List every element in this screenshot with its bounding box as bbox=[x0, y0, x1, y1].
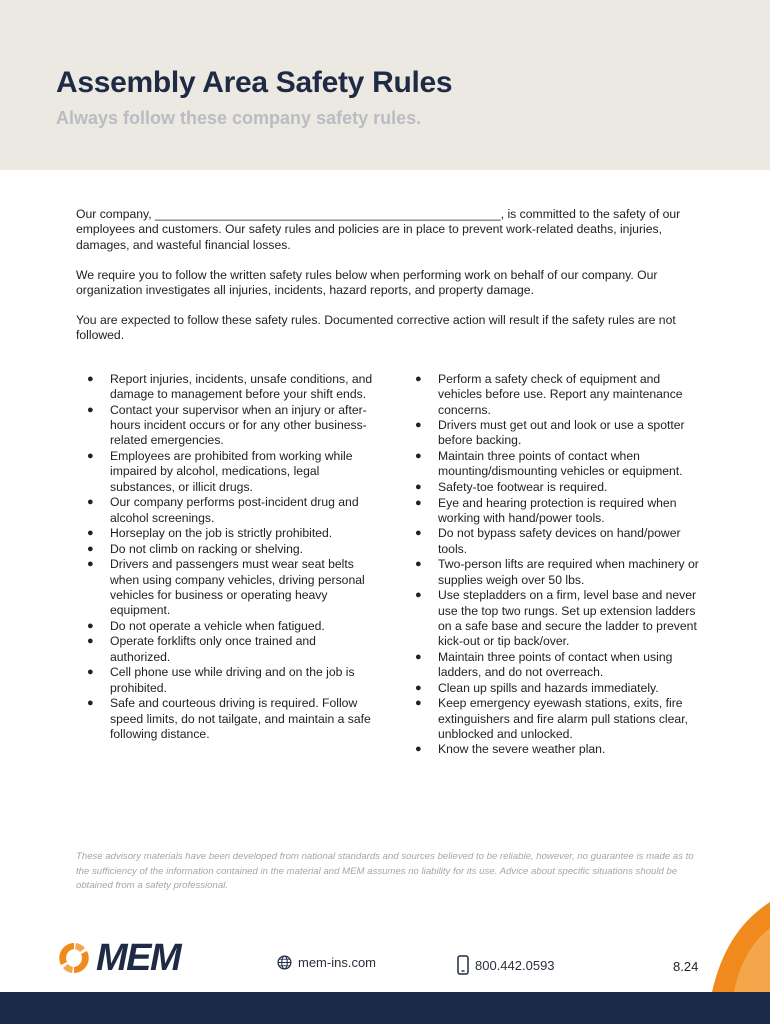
bullet-icon: ● bbox=[415, 373, 422, 385]
bullet-icon: ● bbox=[87, 403, 94, 416]
rule-item bbox=[76, 526, 376, 541]
rule-item bbox=[76, 542, 376, 557]
rule-item bbox=[76, 665, 376, 696]
rule-item bbox=[76, 372, 376, 403]
rule-item bbox=[404, 496, 704, 527]
rule-item bbox=[404, 650, 704, 681]
rule-text: Report injuries, incidents, unsafe conditions, and damage to management before your shift ends. bbox=[110, 372, 373, 402]
rules-list-right bbox=[404, 372, 704, 758]
rule-text: Use stepladders on a firm, level base and never use the top two rungs. Set up extension ladders on a safe base and secure the ladder to prevent kick-out or tip back/over. bbox=[438, 588, 697, 649]
rule-item bbox=[76, 696, 376, 742]
rule-item bbox=[404, 418, 704, 449]
rules-list-left bbox=[76, 372, 376, 742]
phone-number[interactable]: 800.442.0593 bbox=[475, 957, 555, 973]
bullet-icon: ● bbox=[87, 697, 94, 710]
rule-text: Operate forklifts only once trained and authorized. bbox=[110, 634, 316, 664]
mobile-phone-icon bbox=[457, 955, 469, 975]
phone-contact[interactable] bbox=[457, 955, 555, 975]
rule-item bbox=[404, 742, 704, 757]
header-band bbox=[0, 0, 770, 170]
rule-text: Employees are prohibited from working while impaired by alcohol, medications, legal substances, or illicit drugs. bbox=[110, 449, 353, 494]
rule-text: Do not operate a vehicle when fatigued. bbox=[110, 618, 325, 633]
rule-item bbox=[404, 526, 704, 557]
rule-text: Horseplay on the job is strictly prohibited. bbox=[110, 526, 333, 541]
bullet-icon: ● bbox=[415, 496, 422, 509]
rule-item bbox=[76, 557, 376, 618]
bullet-icon: ● bbox=[415, 681, 422, 694]
rule-item bbox=[404, 696, 704, 742]
bullet-icon: ● bbox=[415, 480, 422, 493]
footer-bar bbox=[0, 992, 770, 1024]
rule-text: Know the severe weather plan. bbox=[438, 742, 606, 757]
bullet-icon: ● bbox=[87, 542, 94, 555]
bullet-icon: ● bbox=[415, 743, 422, 756]
rule-item bbox=[76, 403, 376, 449]
intro-section bbox=[76, 207, 698, 358]
intro-paragraph: Our company, ___________________________________________________, is committed to the safety of our employees and customers. Our safety rules and policies are in place to prevent work-related deaths, injuries, damages, and wasteful financial losses. bbox=[76, 207, 681, 252]
version-label: 8.24 bbox=[673, 959, 699, 974]
bullet-icon: ● bbox=[87, 496, 94, 509]
bullet-icon: ● bbox=[87, 527, 94, 540]
rule-text: Drivers and passengers must wear seat belts when using company vehicles, driving personal vehicles for business or operating heavy equipment. bbox=[110, 557, 365, 618]
intro-paragraph: We require you to follow the written safety rules below when performing work on behalf of our company. Our organization investigates all injuries, incidents, hazard reports, and property damage. bbox=[76, 267, 658, 298]
rule-item bbox=[76, 495, 376, 526]
rule-item bbox=[76, 449, 376, 495]
rule-item bbox=[404, 557, 704, 588]
bullet-icon: ● bbox=[87, 450, 94, 463]
bullet-icon: ● bbox=[415, 650, 422, 663]
bullet-icon: ● bbox=[87, 619, 94, 632]
rule-text: Our company performs post-incident drug and alcohol screenings. bbox=[110, 495, 359, 525]
intro-paragraph: You are expected to follow these safety rules. Documented corrective action will result if the safety rules are not followed. bbox=[76, 313, 676, 343]
rule-item bbox=[76, 619, 376, 634]
bullet-icon: ● bbox=[415, 589, 422, 602]
rule-text: Perform a safety check of equipment and vehicles before use. Report any maintenance concerns. bbox=[438, 372, 683, 417]
rule-text: Do not climb on racking or shelving. bbox=[110, 541, 304, 556]
rule-item bbox=[404, 449, 704, 480]
rule-text: Maintain three points of contact when using ladders, and do not overreach. bbox=[438, 649, 673, 680]
rule-text: Maintain three points of contact when mounting/dismounting vehicles or equipment. bbox=[438, 449, 683, 479]
page-subtitle: Always follow these company safety rules. bbox=[56, 108, 422, 128]
rule-item bbox=[404, 588, 704, 649]
rule-text: Safe and courteous driving is required. Follow speed limits, do not tailgate, and maintain a safe following distance. bbox=[110, 696, 371, 741]
website-link[interactable]: mem-ins.com bbox=[298, 955, 377, 970]
rule-text: Cell phone use while driving and on the job is prohibited. bbox=[110, 665, 355, 695]
page-title: Assembly Area Safety Rules bbox=[56, 66, 453, 99]
bullet-icon: ● bbox=[415, 558, 422, 571]
rule-text: Clean up spills and hazards immediately. bbox=[438, 680, 659, 695]
rule-item bbox=[404, 372, 704, 418]
rule-text: Do not bypass safety devices on hand/power tools. bbox=[438, 526, 681, 556]
rule-text: Drivers must get out and look or use a spotter before backing. bbox=[438, 418, 685, 448]
mem-logo bbox=[56, 938, 180, 978]
bullet-icon: ● bbox=[87, 558, 94, 571]
bullet-icon: ● bbox=[87, 373, 94, 385]
rule-text: Keep emergency eyewash stations, exits, fire extinguishers and fire alarm pull stations clear, unblocked and unlocked. bbox=[438, 696, 688, 741]
disclaimer-text: These advisory materials have been developed from national standards and sources believed to be reliable, however, no guarantee is made as to the sufficiency of the information contained in the material and MEM assumes no liability for its use. Advice about specific situations should be obtained from a safety professional. bbox=[76, 851, 694, 892]
bullet-icon: ● bbox=[415, 419, 422, 432]
globe-icon bbox=[277, 955, 292, 970]
rule-text: Eye and hearing protection is required when working with hand/power tools. bbox=[438, 495, 677, 525]
rule-item bbox=[404, 681, 704, 696]
logo-wordmark: MEM bbox=[96, 937, 181, 979]
rule-item bbox=[404, 480, 704, 495]
mem-swirl-logo-icon bbox=[56, 940, 92, 976]
bullet-icon: ● bbox=[87, 666, 94, 679]
rule-text: Two-person lifts are required when machinery or supplies weigh over 50 lbs. bbox=[438, 557, 699, 587]
rule-item bbox=[76, 634, 376, 665]
bullet-icon: ● bbox=[415, 527, 422, 540]
rule-text: Safety-toe footwear is required. bbox=[438, 479, 608, 494]
rule-text: Contact your supervisor when an injury or after-hours incident occurs or for any other business-related emergencies. bbox=[110, 402, 367, 448]
bullet-icon: ● bbox=[87, 635, 94, 648]
bullet-icon: ● bbox=[415, 450, 422, 463]
bullet-icon: ● bbox=[415, 697, 422, 710]
website-contact[interactable] bbox=[277, 955, 376, 970]
